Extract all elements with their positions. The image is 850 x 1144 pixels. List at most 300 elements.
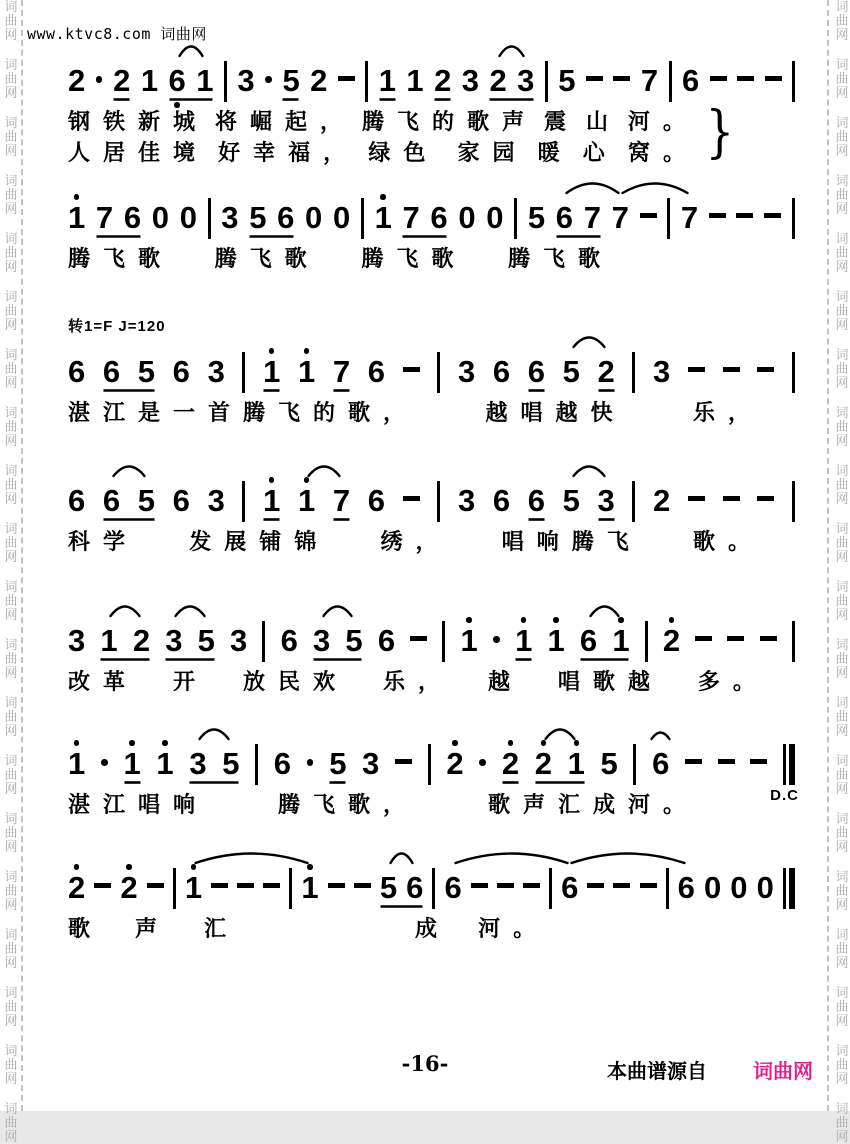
note-token: 5 [282,55,299,107]
note-token: 5 [345,615,362,667]
note-token: 3 [221,192,238,244]
note-token: 6 [556,192,573,244]
lyrics-line [68,109,698,135]
lyric-group: 开 [172,669,208,694]
barline [361,192,364,244]
barline [669,55,672,107]
watermark-char: 词 [835,173,849,188]
octave-dot-low [728,518,735,527]
octave-dot-low [436,235,443,244]
note-token: 6 [173,346,190,398]
music-system-1 [68,55,795,166]
watermark-char: 网 [4,723,18,738]
octave-dot-high [216,862,223,871]
rest-token: 0 [757,862,774,914]
watermark-char: 网 [835,433,849,448]
octave-dot-low [213,389,220,398]
note-token: 3 [598,475,615,527]
lyric-group: 汇 [204,916,240,941]
note-token: 6 [169,55,186,107]
octave-dot-low [732,658,739,667]
watermark-char: 曲 [4,1057,18,1072]
note-token: 5 [380,862,397,914]
watermark-char: 曲 [4,419,18,434]
octave-dot-high [769,192,776,201]
octave-dot-high [408,346,415,355]
octave-dot-low [367,781,374,790]
barline [224,55,227,107]
watermark-char: 网 [4,491,18,506]
lyric-group: 多。 [697,669,768,694]
note-token: 3 [208,346,225,398]
watermark-char: 词 [835,753,849,768]
note-token: 7 [402,192,419,244]
watermark-column-right [834,0,850,1144]
octave-dot-low [723,781,730,790]
octave-dot-low [687,98,694,107]
octave-dot-low [566,905,573,914]
barline [633,738,636,790]
watermark-char: 网 [4,85,18,100]
octave-dot-low [451,781,458,790]
note-token: 1 [298,475,315,527]
barline [437,346,440,398]
lyric-group: 腾飞歌， [277,792,418,817]
watermark-group [4,1102,17,1144]
lyric-group: 歌 [68,916,104,941]
lyric-group: 唱响腾飞 [501,529,642,554]
octave-dot-low [96,98,103,107]
octave-dot-low [178,389,185,398]
octave-dot-low [303,518,310,527]
watermark-group [4,696,17,738]
octave-dot-low [373,518,380,527]
octave-dot-low [242,98,249,107]
watermark-char: 词 [4,811,18,826]
barline [255,738,258,790]
octave-dot-high [770,55,777,64]
octave-dot-high [268,862,275,871]
octave-dot-low [683,905,690,914]
octave-dot-low [668,658,675,667]
barline [792,615,795,667]
barline [514,192,517,244]
note-token: 3 [208,475,225,527]
barline [666,862,669,914]
octave-dot-low [568,518,575,527]
note-token: 2 [310,55,327,107]
octave-dot-high [690,738,697,747]
octave-dot-low [73,658,80,667]
note-token: 2 [120,862,137,914]
octave-dot-low [385,905,392,914]
watermark-char: 网 [4,781,18,796]
watermark-group [4,812,17,854]
note-token: 6 [274,738,291,790]
note-token: 6 [368,346,385,398]
octave-dot-low [645,235,652,244]
octave-dot-low [157,235,164,244]
octave-dot-low [553,658,560,667]
watermark-char: 曲 [4,941,18,956]
octave-dot-low [268,389,275,398]
octave-dot-high [415,615,422,624]
dash-token [328,862,345,914]
lyric-group: 科学 [68,529,139,554]
lyric-group: 将崛起， [214,109,355,134]
watermark-char: 网 [835,665,849,680]
notation-line [68,862,795,914]
lyric-group: 腾飞歌 [507,246,613,271]
lyric-group: 越唱越快 [485,400,626,425]
octave-dot-low [769,235,776,244]
note-token: 2 [598,346,615,398]
dash-token [688,475,705,527]
barline [792,475,795,527]
note-token: 5 [138,475,155,527]
octave-dot-low [714,235,721,244]
watermark-group [835,580,848,622]
lyric-group: 声 [135,916,171,941]
rest-token: 0 [152,192,169,244]
page-footer [0,1051,850,1085]
octave-dot-high [693,346,700,355]
watermark-char: 词 [835,405,849,420]
dash-token [263,862,280,914]
watermark-char: 词 [4,927,18,942]
octave-dot-low [235,658,242,667]
octave-dot-low [73,781,80,790]
octave-dot-low [415,658,422,667]
lyrics-line [68,529,763,555]
note-token: 2 [68,55,85,107]
octave-dot-low [242,905,249,914]
lyric-group: 暖 [537,140,573,165]
octave-dot-low [709,905,716,914]
note-token: 2 [663,615,680,667]
octave-dot-low [467,98,474,107]
octave-dot-low [152,905,159,914]
octave-dot-low [126,905,133,914]
dash-token [709,192,726,244]
octave-dot-low [73,389,80,398]
watermark-char: 词 [835,521,849,536]
octave-dot-high [502,862,509,871]
notation-line [68,615,795,667]
octave-dot-low [338,389,345,398]
lyrics-line [68,792,698,818]
note-token: 2 [502,738,519,790]
lyric-group: 人居佳境 [68,140,209,165]
octave-dot-low [520,658,527,667]
watermark-char: 词 [835,1043,849,1058]
note-token: 1 [100,615,117,667]
watermark-char: 词 [835,811,849,826]
watermark-char: 词 [4,579,18,594]
octave-dot-low [351,658,358,667]
note-token: 3 [458,475,475,527]
octave-dot-low [700,658,707,667]
octave-dot-low [99,905,106,914]
note-token: 2 [489,55,506,107]
watermark-char: 网 [835,549,849,564]
watermark-char: 曲 [4,825,18,840]
octave-dot-high [618,55,625,64]
lyric-group: 绣， [380,529,451,554]
watermark-char: 词 [835,347,849,362]
note-token: 7 [333,475,350,527]
dash-token [640,192,657,244]
barline [645,615,648,667]
note-token: 6 [281,615,298,667]
note-token: 6 [68,346,85,398]
octave-dot-low [106,658,113,667]
note-token: 6 [378,615,395,667]
watermark-char: 曲 [4,535,18,550]
barline [632,475,635,527]
watermark-char: 曲 [4,71,18,86]
octave-dot-low [439,98,446,107]
octave-dot-low [380,235,387,244]
watermark-char: 曲 [835,709,849,724]
watermark-char: 曲 [4,593,18,608]
note-token: 6 [445,862,462,914]
watermark-char: 曲 [835,303,849,318]
watermark-char: 词 [4,463,18,478]
watermark-char: 网 [4,143,18,158]
octave-dot-high [645,192,652,201]
note-token: 6 [561,862,578,914]
note-token: 5 [528,192,545,244]
octave-dot-low [73,905,80,914]
watermark-group [4,870,17,912]
octave-dot-low [108,389,115,398]
right-dashed-border [827,0,829,1111]
watermark-group [4,464,17,506]
barline [365,55,368,107]
watermark-char: 网 [835,27,849,42]
watermark-char: 网 [835,259,849,274]
barline [428,738,431,790]
watermark-group [835,754,848,796]
note-token: 2 [133,615,150,667]
octave-dot-high [591,55,598,64]
watermark-char: 曲 [835,71,849,86]
dash-token [737,55,754,107]
octave-dot-low [502,905,509,914]
watermark-char: 词 [835,869,849,884]
watermark-char: 词 [4,637,18,652]
barline [549,862,552,914]
lyric-group: 钢铁新城 [68,109,209,134]
octave-dot-low [450,905,457,914]
verse-brace: } [705,100,735,165]
dash-token [354,862,371,914]
note-token: 1 [156,738,173,790]
watermark-char: 词 [835,57,849,72]
watermark-char: 网 [4,1013,18,1028]
watermark-char: 词 [4,695,18,710]
watermark-char: 曲 [835,593,849,608]
watermark-char: 网 [835,1013,849,1028]
note-token: 6 [430,192,447,244]
barline [792,346,795,398]
watermark-char: 词 [4,289,18,304]
watermark-char: 曲 [4,709,18,724]
octave-dot-low [533,389,540,398]
notation-line [68,475,795,527]
octave-dot-high [400,738,407,747]
octave-dot-low [693,389,700,398]
octave-dot-low [315,98,322,107]
note-token: 7 [584,192,601,244]
octave-dot-low [603,389,610,398]
watermark-char: 曲 [4,361,18,376]
watermark-char: 网 [835,201,849,216]
watermark-char: 词 [835,985,849,1000]
watermark-char: 网 [835,839,849,854]
octave-dot-high [265,55,272,64]
octave-dot-low [408,518,415,527]
watermark-char: 网 [4,1071,18,1086]
brand-link[interactable]: 词曲网 [753,1061,813,1083]
dash-token [613,55,630,107]
octave-dot-low [178,518,185,527]
dash-token [765,55,782,107]
watermark-char: 词 [4,1043,18,1058]
watermark-char: 词 [835,579,849,594]
octave-dot-low [742,98,749,107]
watermark-char: 曲 [835,767,849,782]
watermark-char: 网 [4,27,18,42]
watermark-group [835,232,848,274]
dash-token [727,615,744,667]
octave-dot-low [73,518,80,527]
watermark-char: 曲 [4,187,18,202]
watermark-char: 网 [4,839,18,854]
note-token: 6 [173,475,190,527]
octave-dot-low [589,235,596,244]
octave-dot-low [741,235,748,244]
octave-dot-low [101,781,108,790]
note-token: 3 [189,738,206,790]
watermark-char: 网 [835,781,849,796]
octave-dot-low [138,658,145,667]
dash-token [764,192,781,244]
lyric-group: 河。 [478,916,549,941]
note-token: 6 [682,55,699,107]
watermark-char: 网 [4,317,18,332]
octave-dot-low [194,781,201,790]
watermark-group [835,522,848,564]
octave-dot-low [561,235,568,244]
octave-dot-high [715,55,722,64]
watermark-group [4,0,17,42]
octave-dot-low [73,235,80,244]
watermark-char: 词 [835,231,849,246]
note-token: 5 [563,346,580,398]
music-system-3 [68,315,795,426]
watermark-char: 词 [4,869,18,884]
octave-dot-low [522,98,529,107]
lyrics-line [68,916,795,942]
octave-dot-low [108,518,115,527]
lyrics-line [68,669,768,695]
watermark-group [4,638,17,680]
octave-dot-high [96,55,103,64]
octave-dot-low [493,658,500,667]
octave-dot-low [618,905,625,914]
lyric-group: 乐， [692,400,763,425]
watermark-char: 曲 [835,941,849,956]
note-token: 6 [368,475,385,527]
watermark-group [835,58,848,100]
watermark-char: 网 [4,549,18,564]
watermark-char: 网 [835,1129,849,1144]
watermark-char: 网 [835,723,849,738]
octave-dot-high [528,862,535,871]
duration-dot-token [493,615,500,667]
note-token: 3 [313,615,330,667]
octave-dot-high [755,738,762,747]
watermark-group [835,0,848,42]
notation-line [68,55,795,107]
watermark-group [4,348,17,390]
watermark-group [4,986,17,1028]
octave-dot-high [101,738,108,747]
octave-dot-high [714,192,721,201]
note-token: 1 [301,862,318,914]
octave-dot-low [533,235,540,244]
watermark-group [835,348,848,390]
note-token: 7 [681,192,698,244]
watermark-group [835,116,848,158]
octave-dot-low [282,235,289,244]
da-capo-mark: D.C [770,787,799,804]
note-token: 6 [68,475,85,527]
octave-dot-low [495,98,502,107]
octave-dot-low [735,905,742,914]
octave-dot-low [606,781,613,790]
octave-dot-low [463,518,470,527]
watermark-char: 网 [835,317,849,332]
watermark-char: 网 [4,433,18,448]
note-token: 6 [124,192,141,244]
octave-dot-high [333,862,340,871]
watermark-char: 词 [835,0,849,14]
note-token: 3 [517,55,534,107]
octave-dot-low [770,98,777,107]
octave-dot-low [143,518,150,527]
barline [792,192,795,244]
rest-token: 0 [305,192,322,244]
watermark-char: 网 [835,85,849,100]
note-token: 3 [462,55,479,107]
octave-dot-low [563,98,570,107]
note-token: 1 [548,615,565,667]
dash-token [757,475,774,527]
notation-line [68,346,795,398]
octave-dot-low [383,658,390,667]
watermark-group [835,1102,848,1144]
note-token: 5 [558,55,575,107]
watermark-char: 网 [835,491,849,506]
lyric-group: 湛江是一首腾飞的歌， [68,400,419,425]
octave-dot-low [618,98,625,107]
watermark-group [835,812,848,854]
watermark-char: 曲 [4,129,18,144]
note-token: 6 [580,615,597,667]
